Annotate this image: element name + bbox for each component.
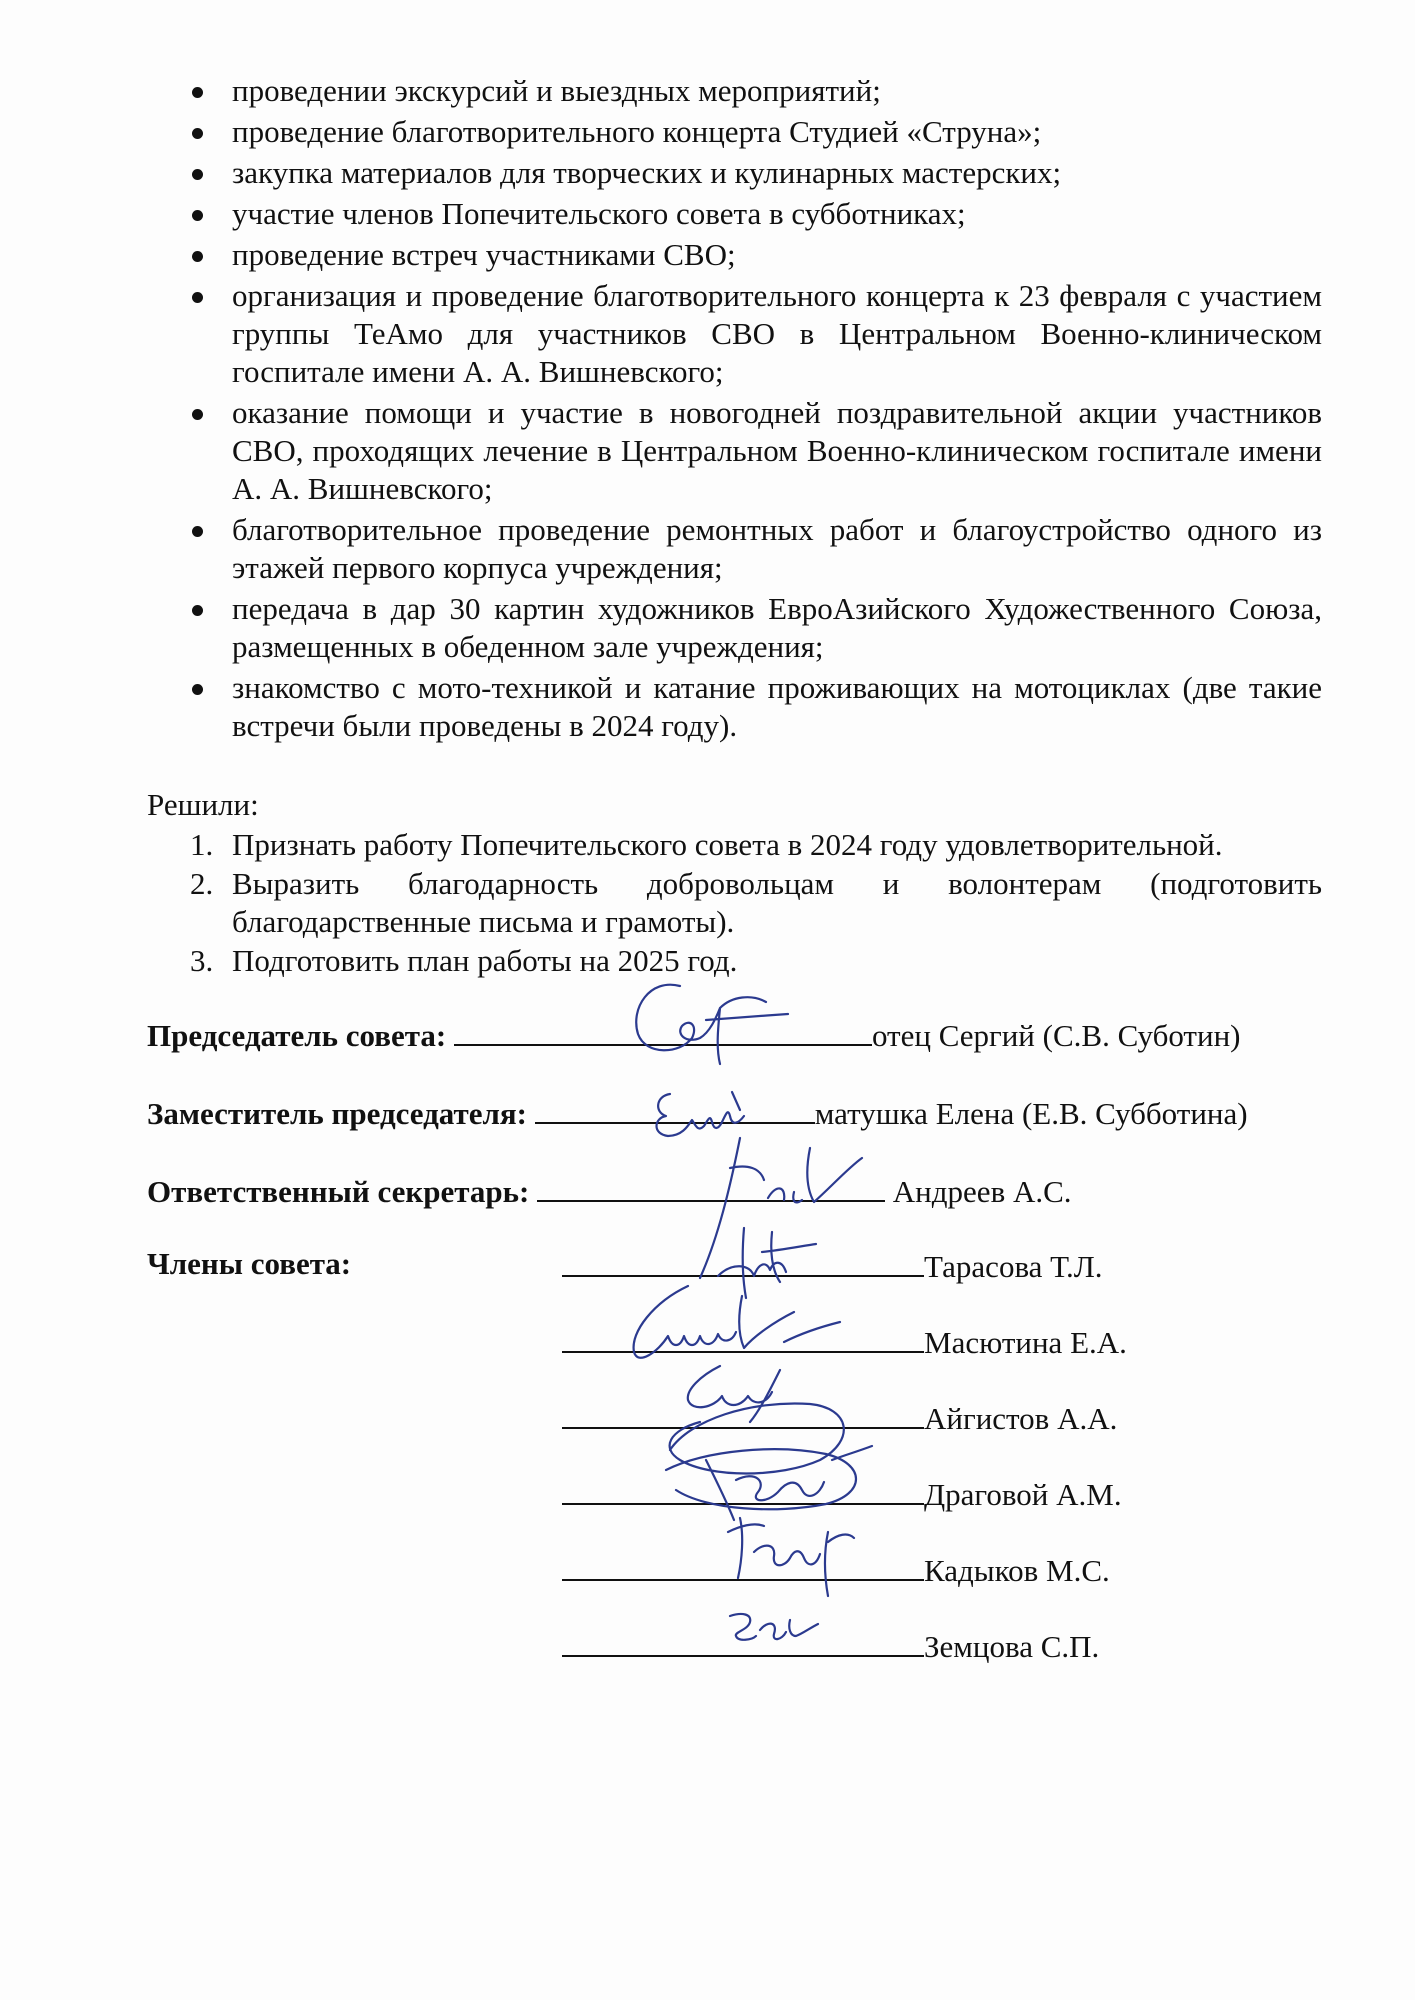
chairman-role: Председатель совета: <box>147 1018 447 1053</box>
secretary-role: Ответственный секретарь: <box>147 1174 530 1209</box>
deputy-row <box>147 1092 1248 1133</box>
signature-line <box>562 1625 924 1657</box>
member-row <box>562 1473 1122 1514</box>
decisions-list <box>190 826 1322 981</box>
list-item-text: проведение благотворительного концерта Студией «Струна»; <box>232 114 1042 149</box>
list-item <box>190 113 1322 151</box>
list-item <box>190 590 1322 666</box>
list-item-text: оказание помощи и участие в новогодней поздравительной акции участников СВО, проходящих лечение в Центральном Военно-клиническом госпитале имени А. А. Вишневского; <box>232 395 1322 506</box>
decision-text: Выразить благодарность добровольцам и волонтерам (подготовить благодарственные письма и грамоты). <box>232 866 1322 939</box>
list-item-text: проведении экскурсий и выездных мероприятий; <box>232 73 881 108</box>
decided-heading: Решили: <box>147 787 259 822</box>
member-row <box>562 1549 1110 1590</box>
list-item <box>190 511 1322 587</box>
list-item <box>190 236 1322 274</box>
decision-text: Признать работу Попечительского совета в 2024 году удовлетворительной. <box>232 827 1223 862</box>
secretary-name: Андреев А.С. <box>885 1174 1072 1209</box>
bullet-icon <box>192 526 203 537</box>
deputy-role: Заместитель председателя: <box>147 1096 527 1131</box>
list-item-text: проведение встреч участниками СВО; <box>232 237 736 272</box>
bullet-icon <box>192 684 203 695</box>
list-item-text: закупка материалов для творческих и кулинарных мастерских; <box>232 155 1062 190</box>
list-item <box>190 394 1322 508</box>
signature-line <box>562 1321 924 1353</box>
bullet-icon <box>192 169 203 180</box>
chairman-row <box>147 1014 1241 1055</box>
signature-line <box>562 1397 924 1429</box>
bullet-icon <box>192 128 203 139</box>
list-item-text: передача в дар 30 картин художников ЕвроАзийского Художественного Союза, размещенных в обеденном зале учреждения; <box>232 591 1322 664</box>
member-row <box>562 1245 1103 1286</box>
chairman-name: отец Сергий (С.В. Суботин) <box>871 1018 1241 1053</box>
member-name: Драговой А.М. <box>924 1477 1122 1512</box>
signature-line <box>562 1473 924 1505</box>
member-name: Кадыков М.С. <box>924 1553 1110 1588</box>
decision-number: 3. <box>190 943 214 978</box>
bullet-icon <box>192 292 203 303</box>
member-name: Масютина Е.А. <box>924 1325 1127 1360</box>
bullet-icon <box>192 87 203 98</box>
signature-line <box>535 1092 815 1124</box>
signature-line <box>562 1245 924 1277</box>
member-name: Айгистов А.А. <box>924 1401 1118 1436</box>
bullet-icon <box>192 605 203 616</box>
activities-list <box>190 72 1322 748</box>
decision-number: 2. <box>190 866 214 901</box>
member-name: Тарасова Т.Л. <box>924 1249 1103 1284</box>
list-item <box>190 669 1322 745</box>
member-row <box>562 1625 1099 1666</box>
list-item-text: организация и проведение благотворительного концерта к 23 февраля с участием группы ТеАмо для участников СВО в Центральном Военно-клиническом госпитале имени А. А. Вишневского; <box>232 278 1322 389</box>
bullet-icon <box>192 251 203 262</box>
secretary-row <box>147 1170 1072 1211</box>
decision-item <box>190 826 1322 864</box>
member-name: Земцова С.П. <box>924 1629 1100 1664</box>
list-item <box>190 154 1322 192</box>
decision-number: 1. <box>190 827 214 862</box>
signature-line <box>454 1014 872 1046</box>
member-row <box>562 1321 1127 1362</box>
members-row <box>147 1245 351 1283</box>
list-item <box>190 195 1322 233</box>
member-row <box>562 1397 1117 1438</box>
list-item <box>190 72 1322 110</box>
list-item-text: благотворительное проведение ремонтных работ и благоустройство одного из этажей первого корпуса учреждения; <box>232 512 1322 585</box>
signature-line <box>562 1549 924 1581</box>
list-item-text: знакомство с мото-техникой и катание проживающих на мотоциклах (две такие встречи были проведены в 2024 году). <box>232 670 1322 743</box>
decision-item <box>190 865 1322 941</box>
decision-text: Подготовить план работы на 2025 год. <box>232 943 738 978</box>
list-item-text: участие членов Попечительского совета в субботниках; <box>232 196 966 231</box>
signature-line <box>537 1170 885 1202</box>
list-item <box>190 277 1322 391</box>
decision-item <box>190 942 1322 980</box>
bullet-icon <box>192 409 203 420</box>
members-label: Члены совета: <box>147 1246 352 1281</box>
deputy-name: матушка Елена (Е.В. Субботина) <box>814 1096 1248 1131</box>
bullet-icon <box>192 210 203 221</box>
